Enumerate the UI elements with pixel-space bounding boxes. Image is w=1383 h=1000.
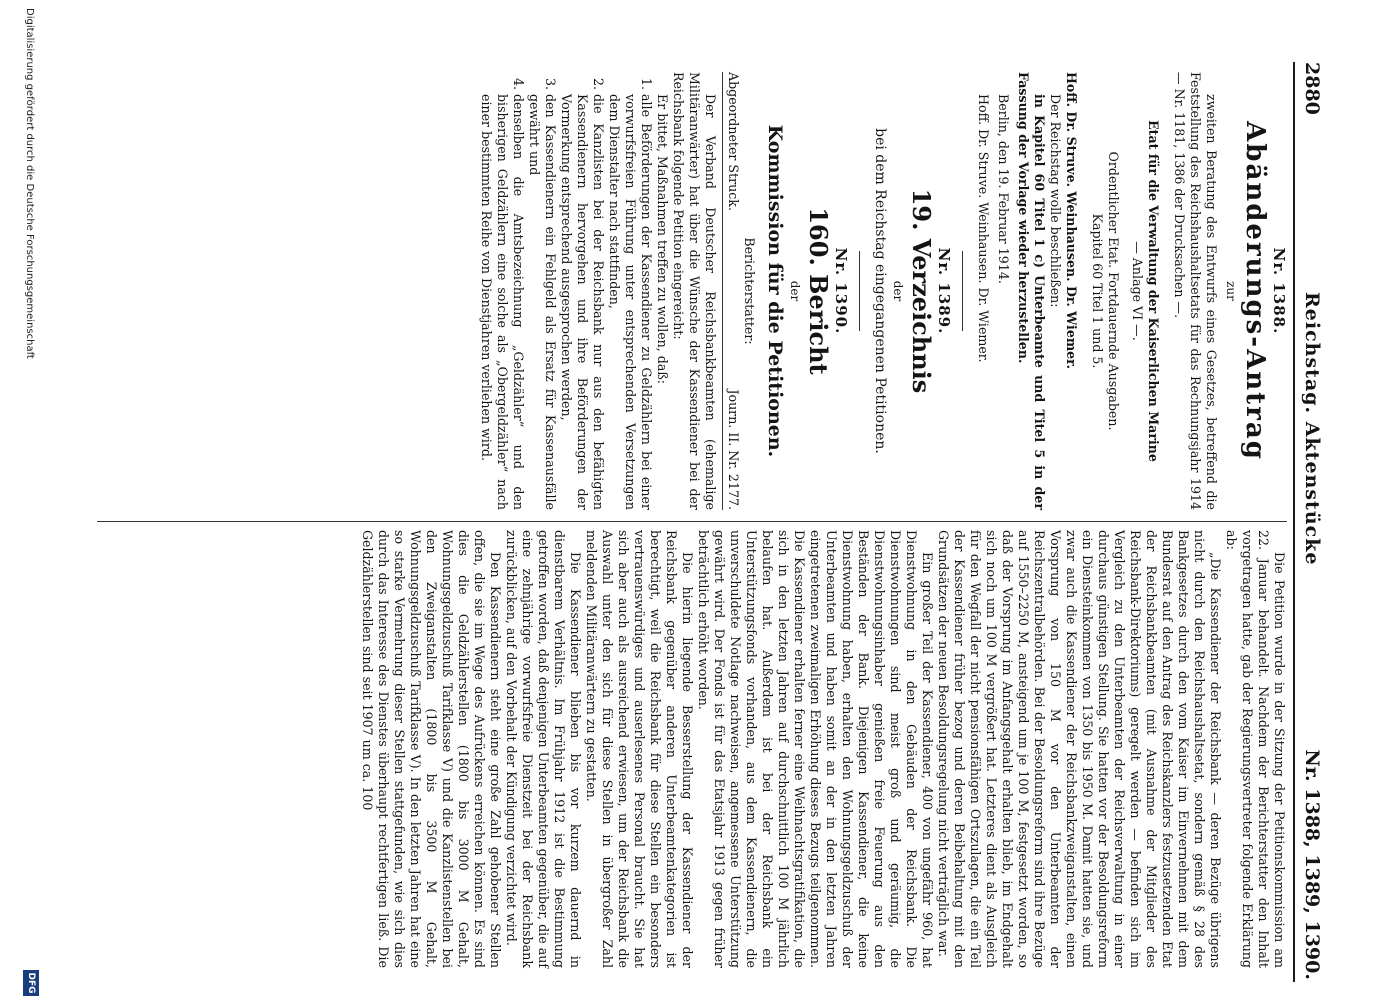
paragraph: Der Verband Deutscher Reichsbankbeamten (ehemalige Militäranwärter) hat über die Wünsche der Kassendiener bei der Reichsbank folgende Petition eingereicht: [671,72,718,510]
section-connector: der [891,280,905,302]
request-list [478,72,654,510]
subheading: Etat für die Verwaltung der Kaiserlichen Marine [1146,120,1161,462]
header-rule [1293,62,1295,982]
journal-number: Journ. II. Nr. 2177. [726,389,741,510]
paragraph: Die Kassendiener blieben bis vor kurzem dauernd in dienstbarem Verhältnis. Im Frühjahr 1912 ist die Bestimmung getroffen worden, daß denjenigen Unterbeamten gegenüber, die auf eine zehnjährige vorwurfsfreie Dienstzeit bei der Reichsbank zurückblicken, auf den Vorbehalt der Kündigung verzichtet wird. [504,530,583,968]
list-item: 1. alle Beförderungen der Kassendiener zu Geldzählern bei einer vorwurfsfreien Führung unter entsprechenden Versetzungen dem Dienstalter nach stattfinden, [606,94,654,510]
paragraph: in Kapitel 60 Titel 1 c) Unterbeamte und Titel 5 in der Fassung der Vorlage wieder herzustellen. [1016,72,1047,510]
publication-title: Reichstag. Aktenstücke [1301,292,1323,566]
left-column [478,72,1287,510]
paragraph: Er bittet, Maßnahmen treffen zu wollen, daß: [655,94,670,385]
digitization-credit [13,0,43,1000]
paragraph: zweiten Beratung des Entwurfs eines Gesetzes, betreffend die Feststellung des Reichshaushaltsetats für das Rechnungsjahr 1914 — Nr. 1181, 1386 der Drucksachen —. [1172,72,1219,510]
dfg-logo: DFG [23,970,39,996]
paragraph: „Die Kassendiener der Reichsbank — deren Bezüge übrigens nicht durch den Reichshaushaltsetat, sondern gemäß § 28 des Bankgesetzes durch den vom Kaiser im Einvernehmen mit dem Bundesrat auf den Antrag des Reichskanzlers festzusetzenden Etat der Reichsbankbeamten (mit Ausnahme der Mitglieder des Reichsbank-Direktoriums) geregelt werden — befinden sich im Vergleich zu den Unterbeamten der Reichsverwaltung in einer durchaus günstigen Stellung. Sie hatten vor der Besoldungsreform ein Diensteinkommen von 1350 bis 1950 M. Damit hatten sie, und zwar auch die Kassendiener der Reichsbankzweiganstalten, einen Vorsprung von 150 M vor den Unterbeamten der Reichszentralbehörden. Bei der Besoldungsreform sind ihre Bezüge auf 1550–2250 M, ansteigend um je 100 M, festgesetzt worden, so daß der Vorsprung im Anfangsgehalt erhalten blieb, im Endgehalt sich noch um 100 M vergrößert hat. Letzteres dient als Ausgleich für den Wegfall der nicht pensionsfähigen Ortszulagen, die ein Teil der Kassendiener früher bezog und deren Beibehaltung mit den Grundsätzen der neuen Besoldungsregelung nicht verträglich war. [936,530,1223,968]
page-header [1295,62,1325,982]
section-subtitle: Kommission für die Petitionen. [764,124,786,458]
signatories: Hoff. Dr. Struve. Weinhausen. Dr. Wiemer. [1064,72,1079,370]
subheading: Ordentlicher Etat. Fortdauernde Ausgaben. [1106,151,1121,431]
document-numbers: Nr. 1388, 1389, 1390. [1301,749,1323,980]
paragraph: Der Reichstag wolle beschließen: [1048,94,1063,308]
reporter-label: Berichterstatter: [742,237,757,345]
section-number: Nr. 1388. [1270,247,1288,335]
subheading: — Anlage VI —. [1130,241,1145,341]
signatories: Hoff. Dr. Struve. Weinhausen. Dr. Wiemer. [976,94,991,363]
right-column [359,530,1287,968]
column-divider [97,521,1287,522]
reporter-row [722,72,741,510]
date-line: Berlin, den 19. Februar 1914. [996,94,1011,284]
paragraph: Die hierin liegende Besserstellung der Kassendiener der Reichsbank gegenüber anderen Unterbeamtenkategorien ist berechtigt, weil die Reichsbank für diese Stellen ein besonders vertrauenswürdiges und auserlesenes Personal braucht. Sie hat sich aber auch als ausreichend erwiesen, um der Reichsbank die Auswahl unter den sich für diese Stellen in übergroßer Zahl meldenden Militäranwärtern zu gestatten. [584,530,695,968]
list-item: 4. denselben die Amtsbezeichnung „Geldzähler“ und den bisherigen Geldzählern eine solche als „Obergeldzähler“ nach einer bestimmten Reihe von Dienstjahren verliehen wird. [478,94,526,510]
paragraph: Den Kassendienern steht eine große Zahl gehobener Stellen offen, die sie im Wege des Aufrückens erreichen können. Es sind dies die Geldzählerstellen (1800 bis 3000 M Gehalt, Wohnungsgeldzuschuß Tarifklasse V) und die Kanzlistenstellen bei den Zweiganstalten (1800 bis 3500 M Gehalt, Wohnungsgeldzuschuß Tarifklasse V). In den letzten Jahren hat eine so starke Vermehrung dieser Stellen stattgefunden, wie sich dies durch das Interesse des Dienstes überhaupt rechtfertigen ließ. Die Geldzählerstellen sind seit 1907 um ca. 100 [360,530,503,968]
section-title: Abänderungs-Antrag [1240,121,1270,461]
section-title: 19. Verzeichnis [907,188,936,394]
section-subtitle: bei dem Reichstag eingegangenen Petitionen. [872,128,888,454]
paragraph: Ein großer Teil der Kassendiener, 400 von ungefähr 960, hat Dienstwohnung in den Gebäuden der Reichsbank. Die Dienstwohnungen sind meist groß und geräumig, die Dienstwohnungsinhaber genießen freie Feuerung aus den Beständen der Bank. Diejenigen Kassendiener, die keine Dienstwohnung haben, erhalten den Wohnungsgeldzuschuß der Unterbeamten und haben somit an der in den letzten Jahren eingetretenen zweimaligen Erhöhung dieses Bezugs teilgenommen. Die Kassendiener erhalten ferner eine Weihnachtsgratifikation, die sich in den letzten Jahren auf durchschnittlich 100 M jährlich belaufen hat. Außerdem ist bei der Reichsbank ein Unterstützungsfonds vorhanden, aus dem Kassendienern, die unverschuldete Notlage nachweisen, angemessene Unterstützung gewährt wird. Der Fonds ist für das Etatsjahr 1913 gegen früher beträchtlich erhöht worden. [696,530,935,968]
list-item: 2. die Kanzlisten bei der Reichsbank nur aus den befähigten Kassendienern hervorgehen und ihre Beförderungen der Vormerkung entsprechend ausgesprochen werden, [558,94,606,510]
section-number: Nr. 1390. [832,247,850,335]
paragraph: Die Petition wurde in der Sitzung der Petitionskommission am 22. Januar behandelt. Nachdem der Berichterstatter den Inhalt vorgetragen hatte, gab der Regierungsvertreter folgende Erklärung ab: [1224,530,1287,968]
separator [859,251,860,331]
section-title: 160. Bericht [804,207,833,375]
page-number: 2880 [1301,62,1323,115]
credit-text: Digitalisierung gefördert durch die Deutsche Forschungsgemeinschaft [24,8,35,359]
reporter-name: Abgeordneter Struck. [726,72,741,211]
list-item: 3. den Kassendienern ein Fehlgeld als Ersatz für Kassenausfälle gewährt und [526,94,558,510]
subheading: Kapitel 60 Titel 1 und 5. [1090,213,1105,369]
section-connector: der [788,280,802,302]
section-number: Nr. 1389. [935,247,953,335]
section-connector: zur [1224,281,1238,301]
separator [962,251,963,331]
